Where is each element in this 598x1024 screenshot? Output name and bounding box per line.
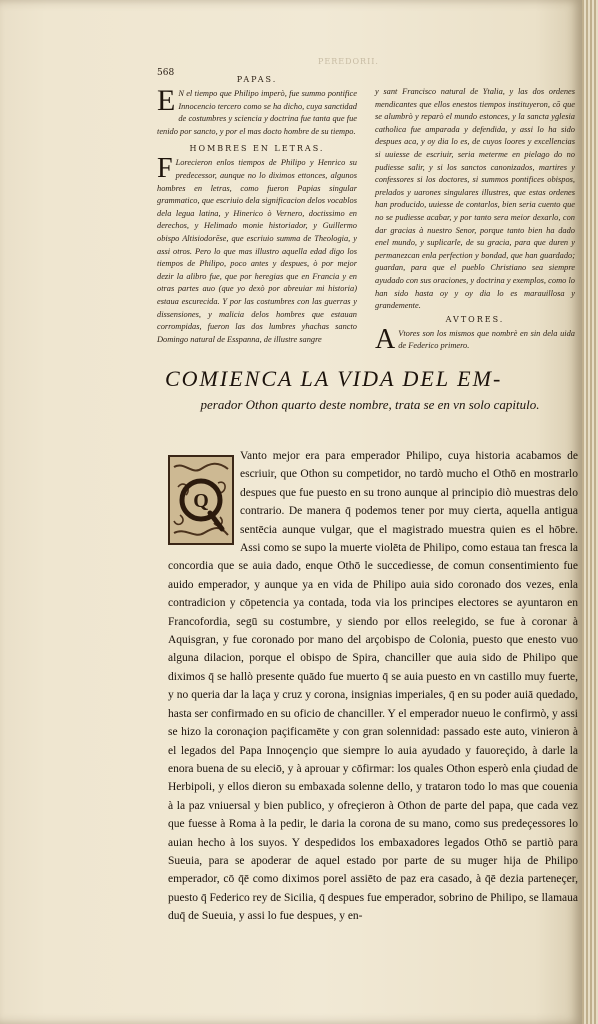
page-number: 568 <box>157 68 175 78</box>
main-body-paragraph: Vanto mejor era para emperador Philipo, cuya historia acabamos de escriuir, que Othon su competidor, no tardò mucho el Othō en mostrarlo despues que fue puesto en su trono aunque al principio diò muestras delo contrario. De manera q̄ podemos tener por muy cierta, aquella antigua sentēcia aunque vulgar, que el magistrado muestra quien es el hōbre. Assi como se supo la muerte violēta de Philipo, como estaua tan fresca la concordia que se auia dado, enque Othō le succediesse, de comun consentimiento fue auido emperador, y aunque ya en vida de Philipo auia sido coronado dos vezes, enla contradicion y cōpetencia ya contada, toda via los principes electores se ayuntaron en Francofordia, segū su costumbre, y siendo por ellos reelegido, se fue à coronar à Aquisgran, y fue coronado por mano del arçobispo de Colonia, puesto que enesto vuo alguna dilacion, porque el obispo de Spira, chanciller que auia sido de Philipo que diximos q̄ se hallò presente quādo fue muerto q̄ se auia puesto en vn castillo muy fuerte, y no queria dar la laça y cruz y corona, insignias imperiales, q̄ en su poder auiā quedado, hasta ser confirmado en su oficio de chanciller. Y el emperador nueuo le confirmò, y assi se hizo la coronaçion paçificamēte y con gran solennidad: passado este auto, vinieron à el legados del Papa Innoçençio que siempre lo auia ayudado y fauoreçido, à darle la enora buena de su eleciō, y à aprouar y cōfirmar: los quales Othon esperò enla çiudad de Herbipoli, y ellos dieron su embaxada solenne dello, y trataron todo lo mas que couenia à la paz vniuersal y bien publico, y ofreçieron à Othon de parte del papa, que cada vez que fuesse à Roma à la pedir, le daria la corona de su mano, como sus predeçessores lo auian hecho à los suyos. Y despedidos los embaxadores legados Othō se partiò para Sueuia, para se apoderar de aquel estado por parte de su muger hija de Philipo emperador, cō q̄ē como diximos porel assiēto de paz era casado, à q̄ē dezia parteneçer, puesto q̄ Federico rey de Sicilia, q̄ despues fue emperador, sobrino de Philipo, se llamaua duq̄ de Sueuia, y assi lo fue despues, y en- <box>168 450 578 923</box>
bleed-through-text: PEREDORII. <box>318 57 379 66</box>
papas-paragraph <box>157 84 357 138</box>
chapter-title-line2: perador Othon quarto deste nombre, trata se en vn solo capitulo. <box>200 397 540 412</box>
autores-paragraph <box>375 323 575 355</box>
page-edges <box>582 0 598 1024</box>
section-heading-papas: PAPAS. <box>236 75 278 84</box>
ornamental-initial-q-art <box>170 457 232 543</box>
papas-text: N el tiempo que Philipo imperò, fue summo pontifice Innocencio tercero como se ha dicho, cuya sanctidad de costumbres y sciencia y doctrina fue tanta que fue tenido por sancto, y por el mas docto hombre de su tiempo. <box>157 89 357 136</box>
drop-cap-e: E <box>157 84 176 117</box>
ornamental-initial-q <box>168 455 234 545</box>
right-column <box>375 86 575 353</box>
ornamental-initial-letter: Q <box>193 490 209 512</box>
right-paragraph: y sant Francisco natural de Ytalia, y las dos ordenes mendicantes que ellos enestos tiempos instituyeron, cō que se alumbrò y reparò el mundo estonces, y la sancta yglesia catholica fue amparada y defendida, y assi lo ha sido despues aca, y oy dia lo es, de cuyos loores y excellencias si uuiesse de escriuir, seria meterme en pielago do no pudiesse salir, y si los sanctos canonizados, martires y confessores si los doctores, si summos pontifices obispos, prelados y uarones singulares illustres, que estas ordenes han producido, uuiesse de contarlos, bien seria cuento que no se pudiesse acabar, y por tanto sera meior dexarlo, con dar gracias à nuestro Senor, porque tanto bien ha dado enel mundo, y suplicarle, de su gracia, para que duren y permanezcan enla perfection y bondad, que han guardado; guardan, para que el pueblo Christiano sea siempre ayudado con sus oraciones, y doctrina y exemplos, como lo han sido hasta oy y oy dia lo es marauillosa y grandemente. <box>375 87 575 311</box>
left-column <box>157 75 357 346</box>
drop-cap-a: A <box>375 323 396 355</box>
section-heading-autores: AVTORES. <box>445 314 505 324</box>
hombres-paragraph <box>157 153 357 346</box>
chapter-title-line1: COMIENCA LA VIDA DEL EM- <box>165 366 503 391</box>
hombres-text: Lorecieron enlos tiempos de Philipo y Henrico su predecessor, aunque no lo diximos ettonces, algunos hombres en letras, como fueron Papias singular grammatico, que escriuio dela significacion delos vocablos dela legua latina, y Hinerico ò Vernero, doctissimo en derechos, y Helimado monie historiador, y Guillermo obispo Altisiodorēse, que escriuio summa de Theologia, y assi otros. Pero lo que mas illustro aquella edad digo los tiempos de Philipo, poco antes y despues, ò por mejor dezir la alibro fue, que por heregias que en Francia y en otras partes auo (que yo dexò por abreuiar mi historia) estaua escurecida. Y por las costumbres con las guerras y dissensiones, y malicia delos hombres que estauan corrompidas, fueron las dos lumbres yhachas sancto Domingo natural de Esspanna, de illustre sangre <box>157 158 357 344</box>
autores-text: Vtores son los mismos que nombrè en sin dela uida de Federico primero. <box>398 328 575 351</box>
section-heading-hombres: HOMBRES EN LETRAS. <box>189 144 325 154</box>
drop-cap-f: F <box>157 153 173 185</box>
